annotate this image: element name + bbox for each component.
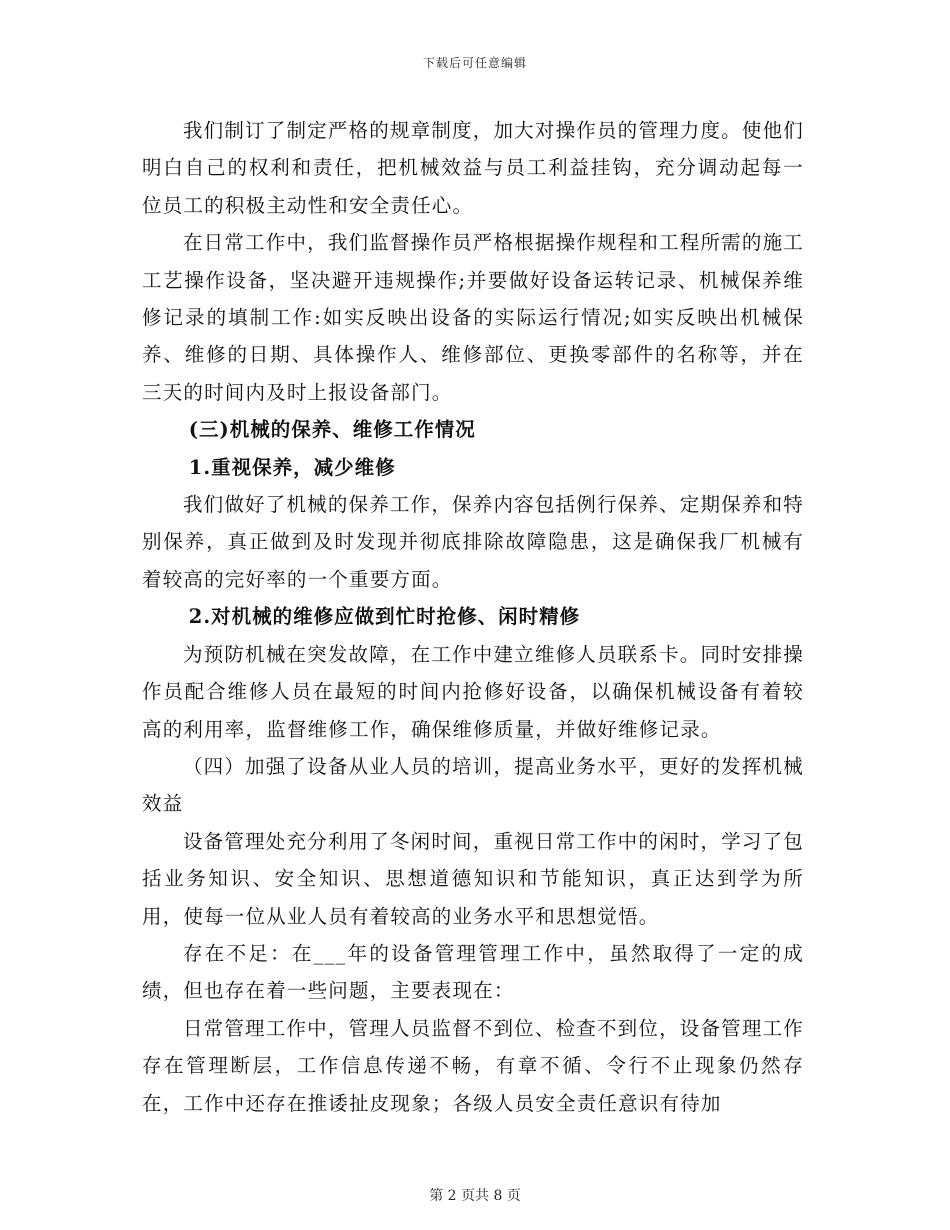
paragraph-training: 设备管理处充分利用了冬闲时间，重视日常工作中的闲时，学习了包括业务知识、安全知识、思想道德知识和节能知识，真正达到学为所用，使每一位从业人员有着较高的业务水平和思想觉悟。 <box>142 829 804 928</box>
subheading-maintenance-1: 1.重视保养，减少维修 <box>188 455 396 479</box>
section-heading-training: （四）加强了设备从业人员的培训，提高业务水平，更好的发挥机械效益 <box>142 754 804 816</box>
page-header: 下载后可任意编辑 <box>422 56 527 70</box>
page-footer: 第 2 页共 8 页 <box>429 1188 521 1204</box>
paragraph-daily-work: 在日常工作中，我们监督操作员严格根据操作规程和工程所需的施工工艺操作设备，坚决避开违规操作;并要做好设备运转记录、机械保养维修记录的填制工作:如实反映出设备的实际运行情况;如实反映出机械保养、维修的日期、具体操作人、维修部位、更换零部件的名称等，并在三天的时间内及时上报设备部门。 <box>142 231 804 404</box>
paragraph-maintenance: 我们做好了机械的保养工作，保养内容包括例行保养、定期保养和特别保养，真正做到及时发现并彻底排除故障隐患，这是确保我厂机械有着较高的完好率的一个重要方面。 <box>142 493 804 591</box>
paragraph-repair: 为预防机械在突发故障，在工作中建立维修人员联系卡。同时安排操作员配合维修人员在最短的时间内抢修好设备，以确保机械设备有着较高的利用率，监督维修工作，确保维修质量，并做好维修记录。 <box>142 642 804 741</box>
section-heading-maintenance: (三)机械的保养、维修工作情况 <box>188 418 476 442</box>
document-body <box>142 112 804 1122</box>
paragraph-shortcomings: 存在不足：在___年的设备管理管理工作中，虽然取得了一定的成绩，但也存在着一些问题，主要表现在： <box>142 941 804 1003</box>
paragraph-management-issues: 日常管理工作中，管理人员监督不到位、检查不到位，设备管理工作存在管理断层，工作信息传递不畅，有章不循、令行不止现象仍然存在，工作中还存在推诿扯皮现象；各级人员安全责任意识有待加 <box>142 1016 804 1115</box>
paragraph-rules: 我们制订了制定严格的规章制度，加大对操作员的管理力度。使他们明白自己的权利和责任，把机械效益与员工利益挂钩，充分调动起每一位员工的积极主动性和安全责任心。 <box>142 119 804 217</box>
subheading-maintenance-2: 2.对机械的维修应做到忙时抢修、闲时精修 <box>188 605 581 629</box>
